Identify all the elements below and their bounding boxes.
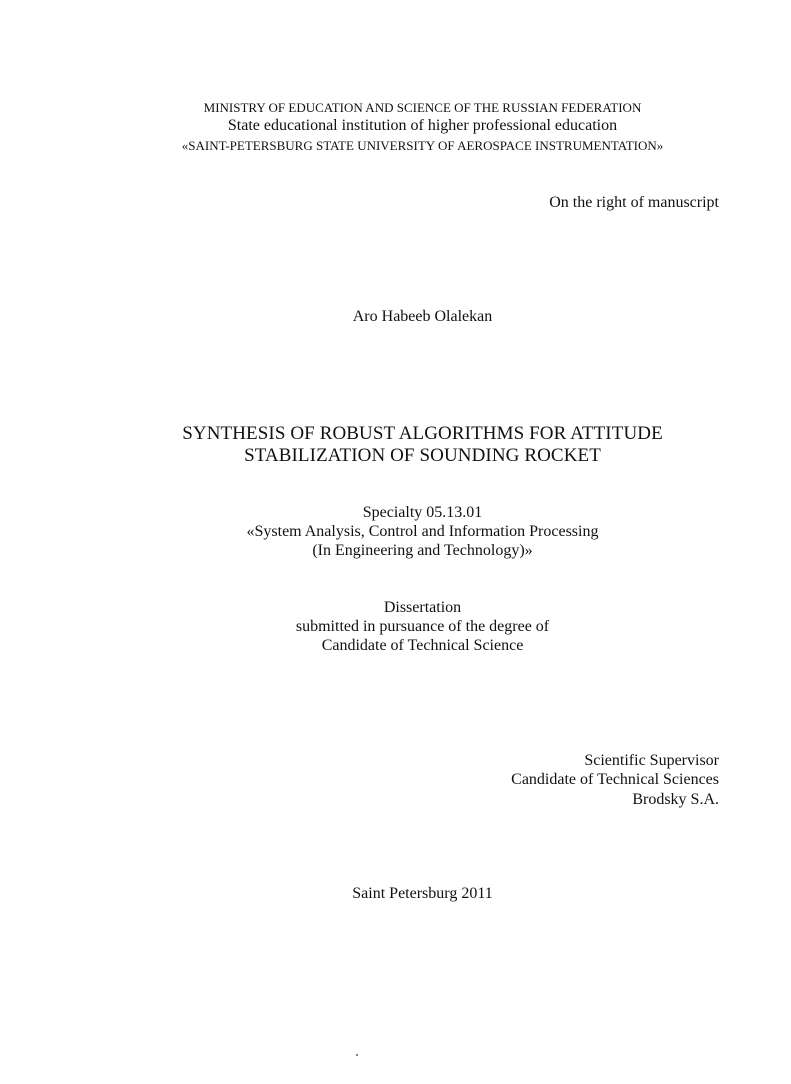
university-name: «SAINT-PETERSBURG STATE UNIVERSITY OF AEROSPACE INSTRUMENTATION» <box>181 138 664 153</box>
place-year: Saint Petersburg 2011 <box>352 885 493 902</box>
supervisor-degree: Candidate of Technical Sciences <box>511 771 719 788</box>
manuscript-note: On the right of manuscript <box>549 194 719 211</box>
supervisor-role: Scientific Supervisor <box>584 752 719 769</box>
supervisor-name: Brodsky S.A. <box>632 791 719 808</box>
institution-type: State educational institution of higher professional education <box>227 117 618 134</box>
dissertation-degree: Candidate of Technical Science <box>321 637 524 654</box>
specialty-name-line1: «System Analysis, Control and Information Processing <box>246 523 599 540</box>
dissertation-title-line1: SYNTHESIS OF ROBUST ALGORITHMS FOR ATTITUDE <box>182 423 663 444</box>
dissertation-purpose: submitted in pursuance of the degree of <box>295 618 550 635</box>
dissertation-title-line2: STABILIZATION OF SOUNDING ROCKET <box>244 445 601 466</box>
specialty-name-line2: (In Engineering and Technology)» <box>312 542 533 559</box>
author-name: Aro Habeeb Olalekan <box>352 308 493 325</box>
dissertation-label: Dissertation <box>383 599 462 616</box>
scan-speck <box>356 1054 358 1056</box>
ministry-heading: MINISTRY OF EDUCATION AND SCIENCE OF THE RUSSIAN FEDERATION <box>203 100 642 115</box>
specialty-code: Specialty 05.13.01 <box>362 504 483 521</box>
